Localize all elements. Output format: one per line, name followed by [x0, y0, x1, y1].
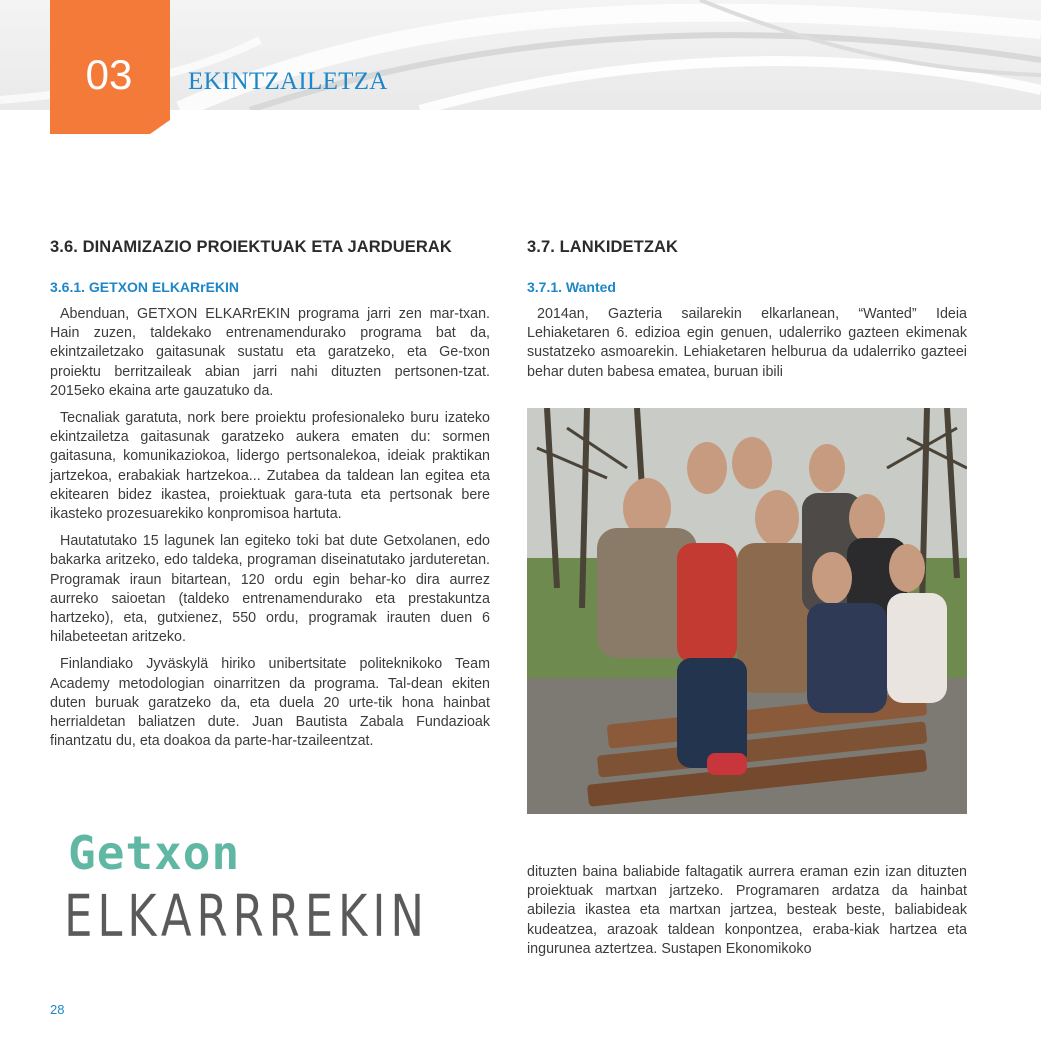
subsection-title-3-6-1: 3.6.1. GETXON ELKARrEKIN	[50, 279, 240, 295]
chapter-badge	[50, 0, 170, 134]
left-column	[50, 238, 490, 751]
logo-bottom-text: ELKARRREKIN	[64, 882, 429, 950]
paragraph: Hautatutako 15 lagunek lan egiteko toki bat dute Getxolanen, edo bakarka aritzeko, edo taldeka, programan diseinatutako jarduteretan. Programak iraun bitartean, 120 ordu egin behar-ko dira aurrez aurreko saioetan (taldeko entrenamendurako eta prestakuntza hartzeko), eta, gutxienez, 550 ordu, programak irauten duen 6 hilabeteetan aritzeko.	[50, 533, 490, 646]
subsection-title-3-7-1: 3.7.1. Wanted	[527, 279, 616, 295]
chapter-number: 03	[85, 51, 133, 98]
paragraph: 2014an, Gazteria sailarekin elkarlanean, “Wanted” Ideia Lehiaketaren 6. edizioa egin genuen, udalerriko gazteen ekimenak sustatzeko asmoarekin. Lehiaketaren helburua da udalerriko gazteei behar duten babesa ematea, buruan ibili	[527, 306, 967, 380]
section-title-3-6: 3.6. DINAMIZAZIO PROIEKTUAK ETA JARDUERAK	[50, 238, 452, 256]
right-column	[527, 238, 967, 382]
chapter-title: EKINTZAILETZA	[188, 68, 388, 95]
paragraph: dituzten baina baliabide faltagatik aurrera eraman ezin izan dituzten proiektuak martxan jartzeko. Programaren ardatza da hainbat abilezia ikastea eta martxan jartzea, besteak beste, baliabideak kudeatzea, arazoak taldean konpontzea, eraba-kiak hartzea eta ingurunea aztertzea. Sustapen Ekonomikoko	[527, 864, 967, 957]
paragraph: Finlandiako Jyväskylä hiriko unibertsitate politeknikoko Team Academy metodologian oinarritzen da programa. Tal-dean ekiten duten buruak garatzeko da, eta duela 20 urte-tik hona hainbat herrialdetan baliatzen dute. Juan Bautista Zabala Fundazioak finantzatu du, eta doakoa da parte-har-tzaileentzat.	[50, 656, 490, 750]
paragraph: Tecnaliak garatuta, nork bere proiektu profesionaleko buru izateko ekintzailetza gaitasunak garatzeko aukera ematen du: sormen gaitasuna, komunikaziokoa, lidergo pertsonalekoa, ideiak praktikan jartzekoa, erabakiak hartzekoa... Zutabea da taldean lan egitea eta ekitearen bidez ikastea, proiektuak gara-tuta eta pertsonak bere ikasteko prozesuarekiko konpromisoa hartuta.	[50, 410, 490, 523]
section-title-3-7: 3.7. LANKIDETZAK	[527, 238, 679, 256]
badge-corner	[150, 120, 170, 134]
page-number: 28	[50, 1002, 65, 1017]
paragraph: Abenduan, GETXON ELKARrEKIN programa jarri zen mar-txan. Hain zuzen, taldekako entrenamendurako programa bat da, ekintzailetzako gaitasunak sustatu eta garatzeko, eta Ge-txon proiektu berritzaileak abian jarri nahi dituzten pertsonen-tzat. 2015eko ekaina arte gauzatuko da.	[50, 306, 490, 399]
right-column-continued	[527, 863, 967, 959]
logo-top-text: Getxon	[68, 826, 241, 880]
group-photo	[527, 408, 967, 814]
getxon-elkarrekin-logo	[50, 820, 490, 960]
